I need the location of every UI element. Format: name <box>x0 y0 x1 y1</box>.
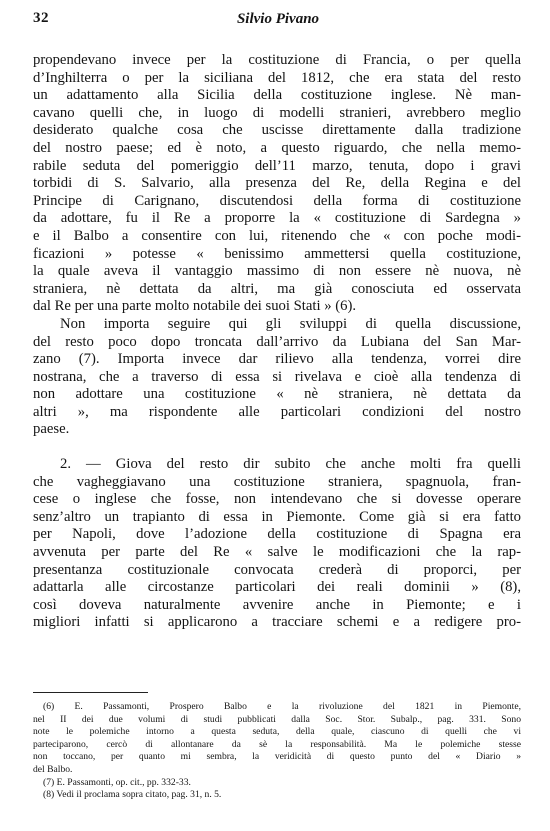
text-line: dal Re per una parte molto notabile dei suoi Stati » (6). <box>33 298 357 315</box>
text-line: cavano quelli che, in luogo di modelli stranieri, avrebbero meglio <box>33 104 521 121</box>
text-line: paese. <box>33 421 70 438</box>
text-line: Non importa seguire qui gli sviluppi di quella discussione, <box>60 315 521 332</box>
page-header <box>33 8 523 30</box>
text-line: per Napoli, dove l’adozione della costituzione di Spagna era <box>33 526 521 543</box>
text-line: ficazioni » potesse « benissimo ammettersi quella costituzione, <box>33 245 521 262</box>
text-line: torbidi di S. Salvario, alla presenza del Re, della Regina e del <box>33 175 521 192</box>
text-line: non adottare una costituzione « nè straniera, nè dettata da <box>33 386 521 403</box>
text-line: desiderato qualche cosa che uscisse direttamente dalla tradizione <box>33 122 521 139</box>
text-line: del nostro paese; ed è noto, a questo riguardo, che nella memo- <box>33 139 521 156</box>
text-line: Principe di Carignano, discutendosi della forma di costituzione <box>33 192 521 209</box>
text-line: propendevano invece per la costituzione di Francia, o per quella <box>33 52 521 68</box>
text-line: un adattamento alla Sicilia della costituzione inglese. Nè man- <box>33 87 521 104</box>
text-line: la quale aveva il vantaggio massimo di non essere nè nuova, nè <box>33 263 521 280</box>
text-line: migliori infatti si applicarono a tracciare schemi e a redigere pro- <box>33 614 521 631</box>
text-line: cese o inglese che fosse, non intendevano che si dovesse operare <box>33 491 521 508</box>
text-line: da adottare, fu il Re a proporre la « costituzione di Sardegna » <box>33 210 521 227</box>
body-text <box>33 52 521 632</box>
text-line: così doveva naturalmente avvenire anche in Piemonte; e i <box>33 596 521 613</box>
footnote-line: (6) E. Passamonti, Prospero Balbo e la rivoluzione del 1821 in Piemonte, <box>43 701 521 712</box>
text-line: nostrana, che a traverso di essa si rivelava e cioè alla tendenza di <box>33 368 521 385</box>
text-line: presentanza costituzionale convocata crederà di proporci, per <box>33 561 521 578</box>
paragraph <box>33 456 521 632</box>
footnote-rule <box>33 692 148 693</box>
footnote-line: note le polemiche intorno a questa seduta, della quale, ciascuno di quelli che vi <box>33 726 521 738</box>
text-line: 2. — Giova del resto dir subito che anche molti fra quelli <box>60 456 521 473</box>
footnote-line: parteciparono, cercò di allontanare da sè la responsabilità. Ma le polemiche stesse <box>33 738 521 750</box>
text-line: rabile seduta del pomeriggio dell’11 marzo, tenuta, dopo i gravi <box>33 157 521 174</box>
text-line: zano (7). Importa invece dar rilievo alla tendenza, vorrei dire <box>33 351 521 368</box>
text-line: adattarla alle circostanze particolari dei reali dominii » (8), <box>33 579 521 596</box>
footnote-line: nel II dei due volumi di studi pubblicati dalla Soc. Stor. Subalp., pag. 331. Sono <box>33 713 521 725</box>
text-line: avvenuta per parte del Re « salve le modificazioni che la rap- <box>33 544 521 561</box>
paragraph <box>33 316 521 439</box>
text-line: straniera, nè dettata da altri, ma già conosciuta ed osservata <box>33 280 521 297</box>
text-line: e il Balbo a consentire con lui, ritenendo che « con poche modi- <box>33 227 521 244</box>
footnote-line: del Balbo. <box>33 763 73 775</box>
text-line: d’Inghilterra o per la siciliana del 1812, che era stata del resto <box>33 69 521 86</box>
footnote-line: (8) Vedi il proclama sopra citato, pag. 31, n. 5. <box>43 789 222 801</box>
footnotes <box>33 701 521 802</box>
footnote <box>33 777 521 790</box>
section-gap <box>33 439 521 456</box>
paragraph <box>33 52 521 316</box>
text-line: altri », ma rispondente alle particolari condizioni del nostro <box>33 403 521 420</box>
running-title: Silvio Pivano <box>236 11 320 27</box>
footnote-line: non toccano, per quanto mi sembra, la veridicità di questo punto del « Diario » <box>33 751 521 763</box>
text-line: del resto poco dopo troncata dall’arrivo da Lubiana del San Mar- <box>33 333 521 350</box>
footnote <box>33 789 521 802</box>
text-line: che vagheggiavano una costituzione straniera, spagnuola, fran- <box>33 473 521 490</box>
text-line: senz’altro un trapianto di essa in Piemonte. Come già si era fatto <box>33 508 521 525</box>
footnote-line: (7) E. Passamonti, op. cit., pp. 332-33. <box>43 776 191 788</box>
page-number: 32 <box>33 10 49 26</box>
footnote <box>33 701 521 777</box>
